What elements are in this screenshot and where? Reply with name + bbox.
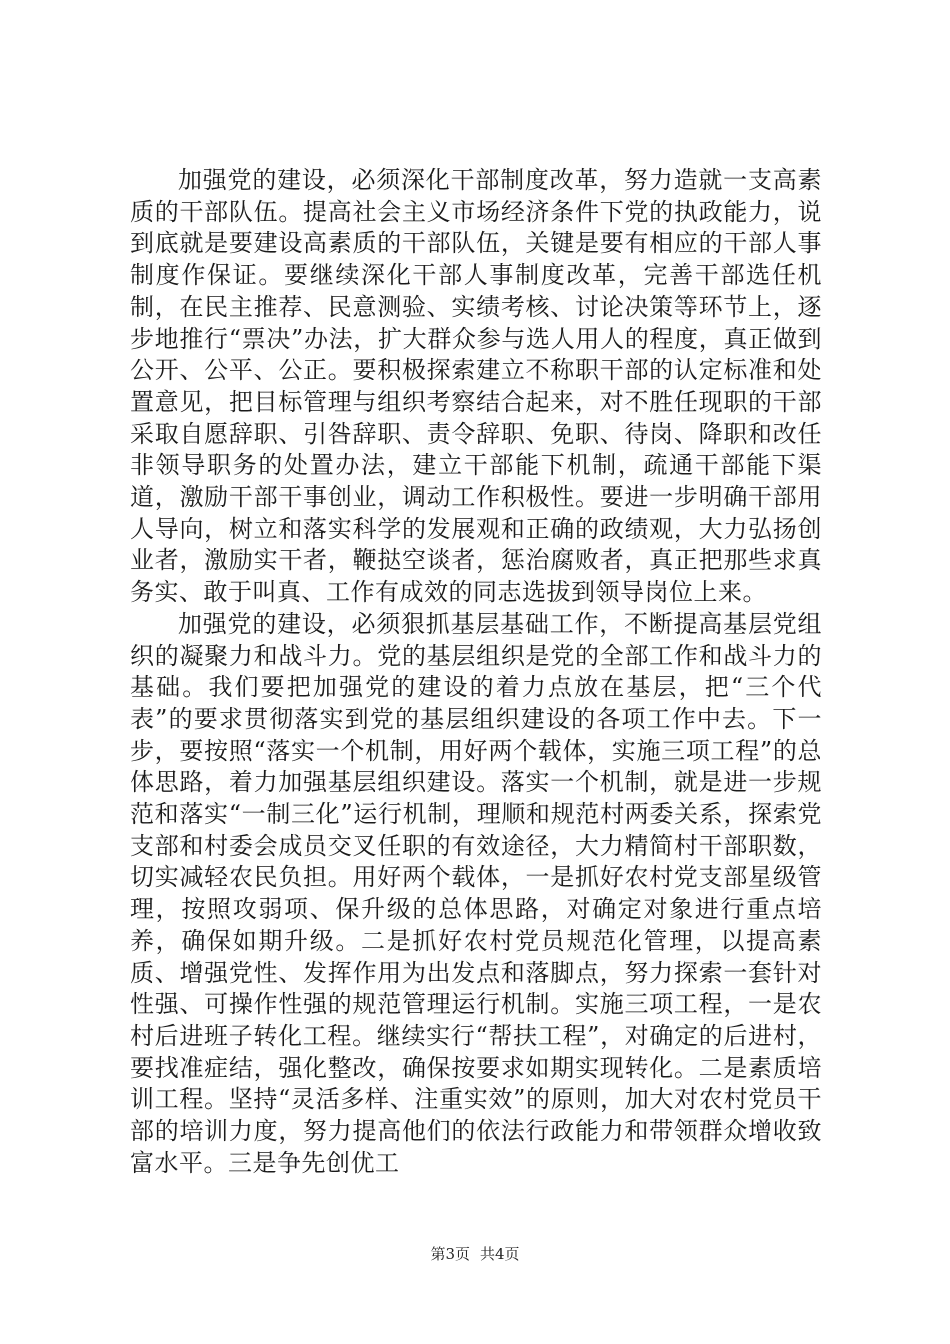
page-number: 第3页 [430, 1245, 470, 1263]
paragraph-cadre-reform: 加强党的建设，必须深化干部制度改革，努力造就一支高素质的干部队伍。提高社会主义市场经济条件下党的执政能力，说到底就是要建设高素质的干部队伍，关键是要有相应的干部人事制度作保证。要继续深化干部人事制度改革，完善干部选任机制，在民主推荐、民意测验、实绩考核、讨论决策等环节上，逐步地推行“票决”办法，扩大群众参与选人用人的程度，真正做到公开、公平、公正。要积极探索建立不称职干部的认定标准和处置意见，把目标管理与组织考察结合起来，对不胜任现职的干部采取自愿辞职、引咎辞职、责令辞职、免职、待岗、降职和改任非领导职务的处置办法，建立干部能下机制，疏通干部能下渠道，激励干部干事创业，调动工作积极性。要进一步明确干部用人导向，树立和落实科学的发展观和正确的政绩观，大力弘扬创业者，激励实干者，鞭挞空谈者，惩治腐败者，真正把那些求真务实、敢于叫真、工作有成效的同志选拔到领导岗位上来。 [130, 166, 822, 607]
paragraph-grassroots-work: 加强党的建设，必须狠抓基层基础工作，不断提高基层党组织的凝聚力和战斗力。党的基层组织是党的全部工作和战斗力的基础。我们要把加强党的建设的着力点放在基层，把“三个代表”的要求贯彻落实到党的基层组织建设的各项工作中去。下一步，要按照“落实一个机制，用好两个载体，实施三项工程”的总体思路，着力加强基层组织建设。落实一个机制，就是进一步规范和落实“一制三化”运行机制，理顺和规范村两委关系，探索党支部和村委会成员交叉任职的有效途径，大力精简村干部职数，切实减轻农民负担。用好两个载体，一是抓好农村党支部星级管理，按照攻弱项、保升级的总体思路，对确定对象进行重点培养，确保如期升级。二是抓好农村党员规范化管理，以提高素质、增强党性、发挥作用为出发点和落脚点，努力探索一套针对性强、可操作性强的规范管理运行机制。实施三项工程，一是农村后进班子转化工程。继续实行“帮扶工程”，对确定的后进村，要找准症结，强化整改，确保按要求如期实现转化。二是素质培训工程。坚持“灵活多样、注重实效”的原则，加大对农村党员干部的培训力度，努力提高他们的依法行政能力和带领群众增收致富水平。三是争先创优工 [130, 609, 822, 1177]
page-total: 共4页 [480, 1245, 520, 1263]
document-body [130, 165, 822, 1180]
page-footer [0, 1244, 950, 1264]
